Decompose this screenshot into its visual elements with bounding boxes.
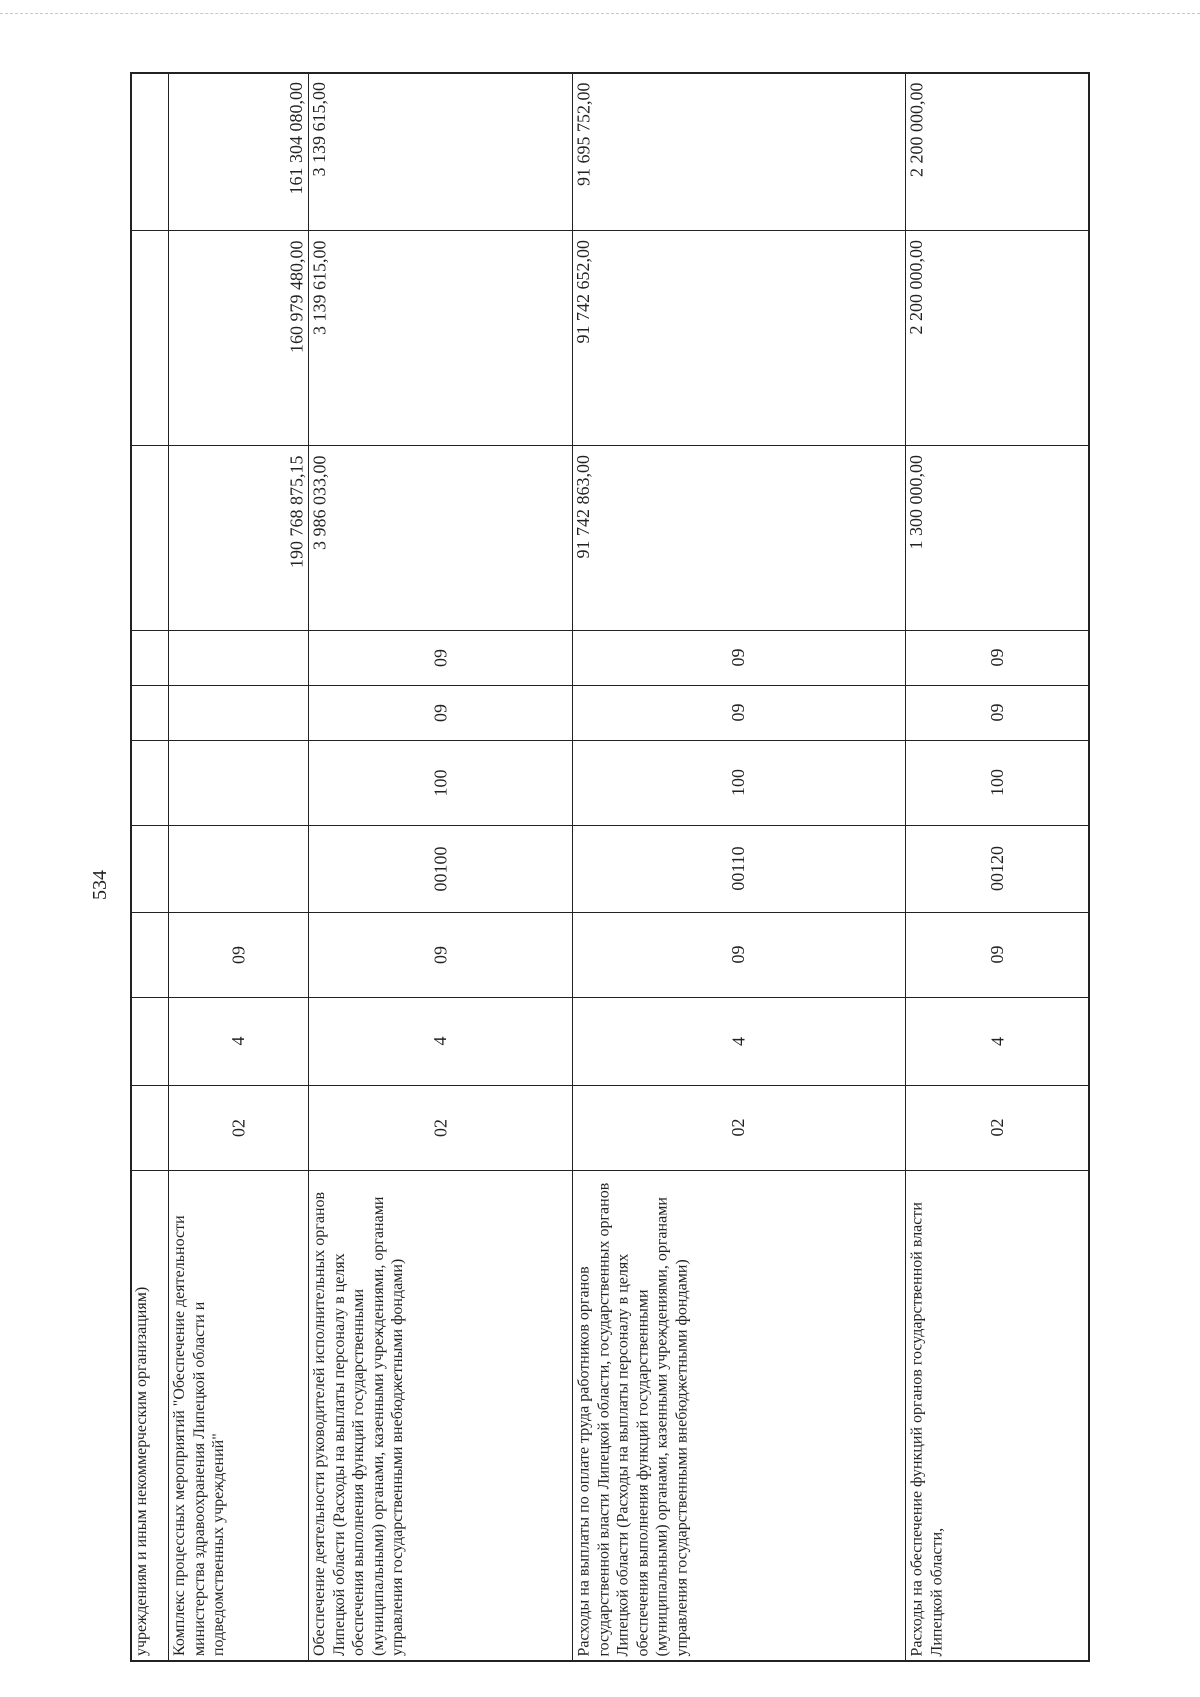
amount-cell: 3 986 033,00	[309, 455, 329, 550]
amount-cell: 2 200 000,00	[906, 240, 926, 335]
code-cell: 00100	[429, 846, 450, 891]
amount-cell: 1 300 000,00	[906, 455, 926, 550]
code-cell: 02	[987, 1118, 1007, 1137]
scan-edge-line	[0, 13, 1200, 14]
code-cell: 09	[987, 703, 1007, 722]
column-separator	[130, 230, 1090, 231]
amount-cell: 161 304 080,00	[286, 82, 306, 195]
code-cell: 02	[728, 1118, 748, 1137]
code-cell: 09	[987, 945, 1007, 964]
amount-cell: 3 139 615,00	[309, 240, 329, 335]
amount-cell: 3 139 615,00	[309, 82, 329, 177]
code-cell: 100	[987, 769, 1007, 796]
code-cell: 00110	[728, 846, 748, 891]
code-cell: 09	[429, 945, 450, 964]
code-cell: 09	[728, 703, 748, 722]
amount-cell: 190 768 875,15	[286, 455, 306, 568]
code-cell: 02	[429, 1118, 450, 1137]
code-cell: 02	[227, 1118, 248, 1137]
code-cell: 00120	[987, 846, 1007, 891]
code-cell: 4	[429, 1036, 450, 1046]
row-separator	[168, 72, 169, 1662]
code-cell: 09	[987, 648, 1007, 667]
row-description: Комплекс процессных мероприятий "Обеспечение деятельности министерства здравоохранения Липецкой области и подведомственных учреждений"	[171, 1215, 227, 1656]
column-separator	[130, 1085, 1090, 1086]
code-cell: 4	[728, 1036, 748, 1046]
page-number: 534	[89, 870, 111, 900]
code-cell: 100	[728, 769, 748, 796]
column-separator	[130, 912, 1090, 913]
column-separator	[130, 630, 1090, 631]
amount-cell: 160 979 480,00	[286, 240, 306, 353]
column-separator	[130, 445, 1090, 446]
column-separator	[130, 1170, 1090, 1171]
amount-cell: 91 742 863,00	[573, 455, 593, 559]
column-separator	[130, 685, 1090, 686]
amount-cell: 2 200 000,00	[906, 82, 926, 177]
column-separator	[130, 740, 1090, 741]
code-cell: 09	[728, 648, 748, 667]
column-separator	[130, 997, 1090, 998]
row-description: учреждениям и иным некоммерческим организациям)	[133, 1286, 150, 1656]
code-cell: 4	[987, 1036, 1007, 1046]
amount-cell: 91 742 652,00	[573, 240, 593, 344]
code-cell: 100	[429, 769, 450, 796]
code-cell: 4	[227, 1036, 248, 1046]
row-description: Обеспечение деятельности руководителей исполнительных органов Липецкой области (Расходы на выплаты персоналу в целях обеспечения выполнения функций государственными (муниципальными) органами, казенными учреждениями, органами управления государственными внебюджетными фондами)	[311, 1191, 406, 1656]
row-description: Расходы на выплаты по оплате труда работников органов государственной власти Липецкой области, государственных органов Липецкой области (Расходы на выплаты персоналу в целях обеспечения выполнения функций государственными (муниципальными) органами, казенными учреждениями, органами управления государственными внебюджетными фондами)	[575, 1182, 690, 1656]
code-cell: 09	[227, 945, 248, 964]
code-cell: 09	[429, 703, 450, 722]
code-cell: 09	[728, 945, 748, 964]
column-separator	[130, 825, 1090, 826]
code-cell: 09	[429, 648, 450, 667]
amount-cell: 91 695 752,00	[573, 82, 593, 186]
row-description: Расходы на обеспечение функций органов государственной власти Липецкой области,	[908, 1201, 945, 1656]
